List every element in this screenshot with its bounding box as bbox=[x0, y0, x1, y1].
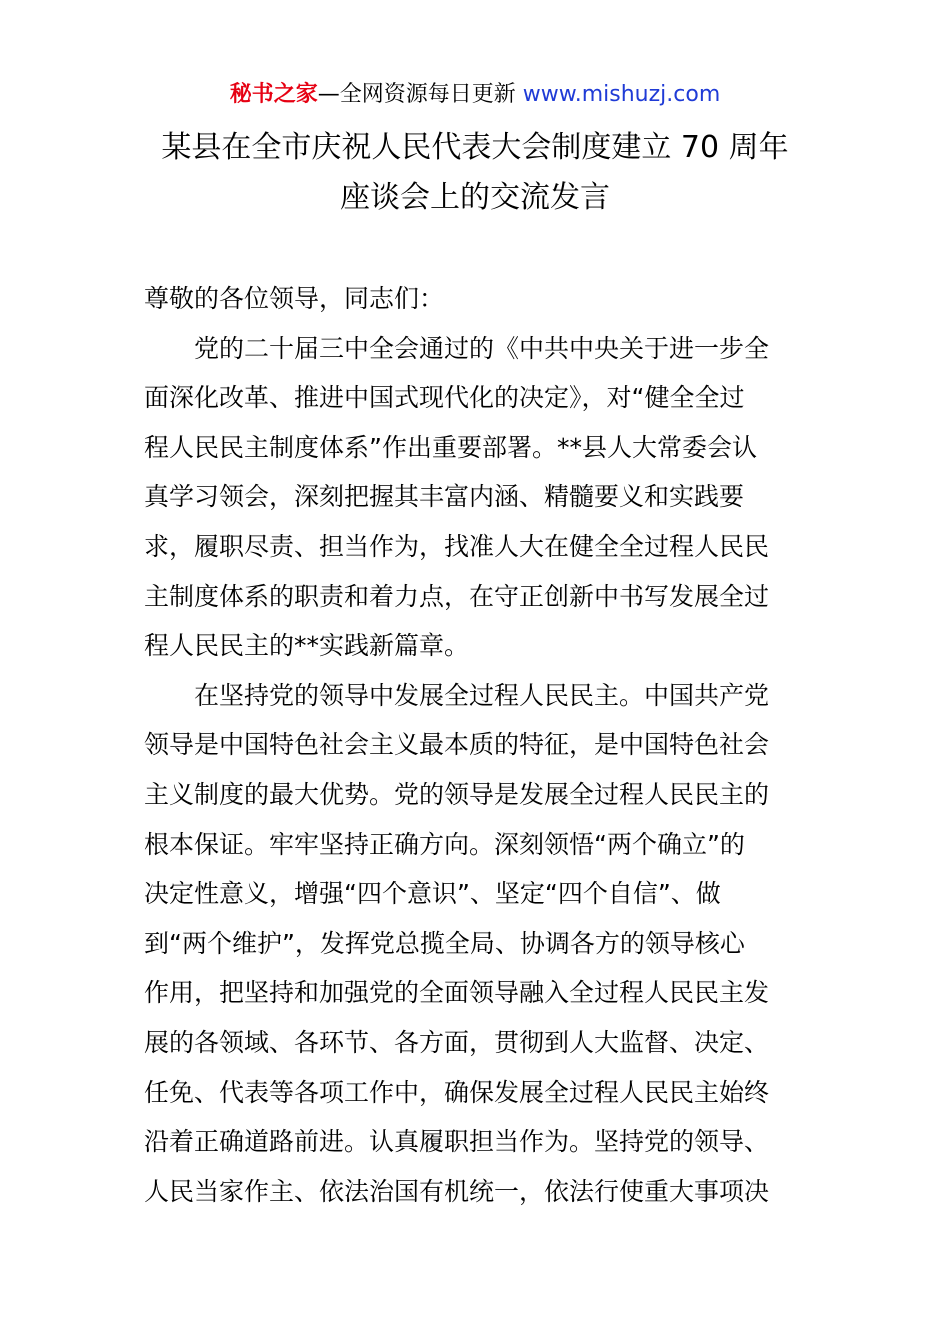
paragraph-line: 求，履职尽责、担当作为，找准人大在健全全过程人民民 bbox=[144, 531, 770, 561]
paragraph-line: 程人民民主制度体系”作出重要部署。**县人大常委会认 bbox=[144, 432, 757, 462]
document-title-line-2: 座谈会上的交流发言 bbox=[340, 180, 610, 215]
paragraph-line: 沿着正确道路前进。认真履职担当作为。坚持党的领导、 bbox=[144, 1127, 770, 1157]
site-name: 秘书之家 bbox=[229, 82, 318, 107]
document-title-line-1: 某县在全市庆祝人民代表大会制度建立 70 周年 bbox=[161, 130, 789, 165]
paragraph-line: 作用，把坚持和加强党的全面领导融入全过程人民民主发 bbox=[144, 978, 770, 1008]
paragraph-line: 到“两个维护”，发挥党总揽全局、协调各方的领导核心 bbox=[144, 928, 745, 958]
salutation: 尊敬的各位领导，同志们： bbox=[144, 284, 445, 313]
paragraph-line: 根本保证。牢牢坚持正确方向。深刻领悟“两个确立”的 bbox=[144, 829, 745, 859]
paragraph-line: 人民当家作主、依法治国有机统一，依法行使重大事项决 bbox=[144, 1176, 770, 1206]
paragraph-line: 党的二十届三中全会通过的《中共中央关于进一步全 bbox=[194, 333, 770, 363]
paragraph-line: 展的各领域、各环节、各方面，贯彻到人大监督、决定、 bbox=[144, 1027, 770, 1057]
paragraph-line: 程人民民主的**实践新篇章。 bbox=[144, 631, 470, 661]
paragraph-line: 任免、代表等各项工作中，确保发展全过程人民民主始终 bbox=[144, 1077, 770, 1107]
paragraph-line: 在坚持党的领导中发展全过程人民民主。中国共产党 bbox=[194, 680, 770, 710]
site-slogan: —全网资源每日更新 bbox=[317, 82, 523, 107]
paragraph-line: 主义制度的最大优势。党的领导是发展全过程人民民主的 bbox=[144, 779, 770, 809]
site-url-link[interactable]: www.mishuzj.com bbox=[522, 82, 721, 107]
paragraph-line: 领导是中国特色社会主义最本质的特征，是中国特色社会 bbox=[144, 730, 770, 760]
document-body bbox=[144, 274, 814, 1216]
site-banner bbox=[0, 78, 950, 112]
paragraph-line: 决定性意义，增强“四个意识”、坚定“四个自信”、做 bbox=[144, 879, 721, 909]
paragraph-line: 真学习领会，深刻把握其丰富内涵、精髓要义和实践要 bbox=[144, 482, 745, 512]
paragraph-line: 面深化改革、推进中国式现代化的决定》，对“健全全过 bbox=[144, 383, 745, 413]
paragraph-line: 主制度体系的职责和着力点，在守正创新中书写发展全过 bbox=[144, 581, 770, 611]
